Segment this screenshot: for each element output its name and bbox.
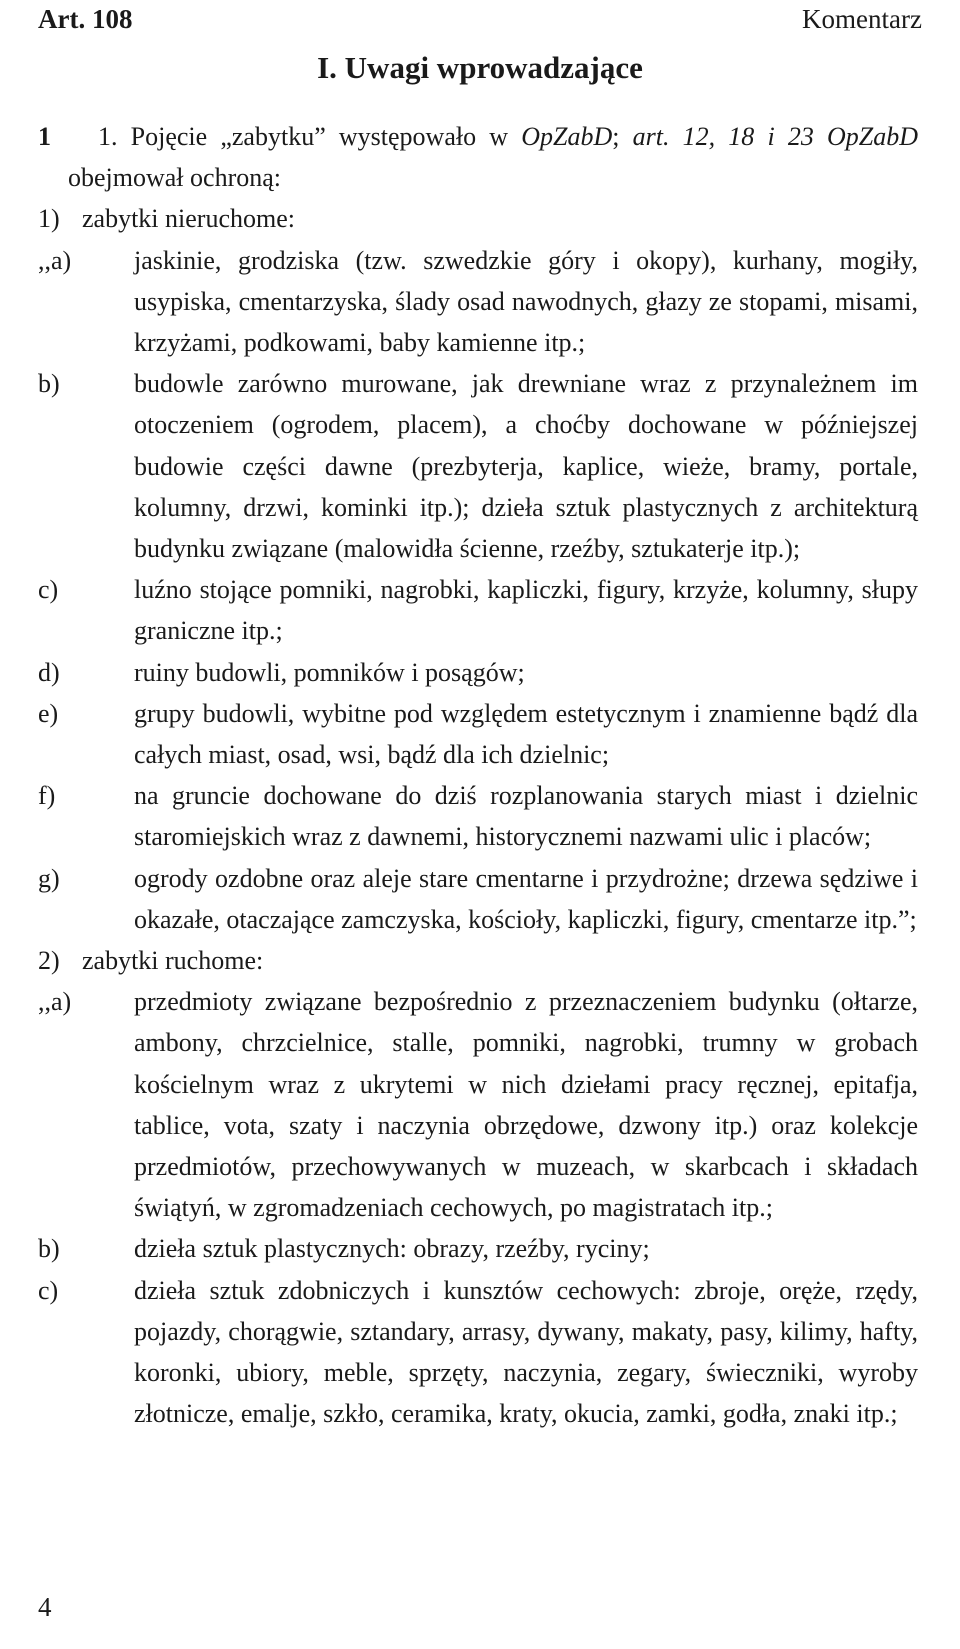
commentary-body: [38, 116, 918, 1435]
item-marker: b): [38, 1234, 60, 1264]
act-reference: OpZabD: [521, 122, 613, 151]
item-text: jaskinie, grodziska (tzw. szwedzkie góry i okopy), kurhany, mogiły, usypiska, cmentarzyska, ślady osad nawodnych, głazy ze stopami, misami, krzyżami, podkowami, baby kamienne itp.;: [134, 245, 918, 358]
section-title: I. Uwagi wprowadzające: [317, 50, 643, 85]
item-text: dzieła sztuk plastycznych: obrazy, rzeźby, ryciny;: [134, 1234, 650, 1264]
item-text: na gruncie dochowane do dziś rozplanowania starych miast i dzielnic staromiejskich wraz z dawnemi, historycznemi nazwami ulic i placów;: [134, 781, 918, 852]
item-marker: ,,a): [38, 245, 72, 275]
intro-paragraph: [68, 116, 918, 198]
item-marker: b): [38, 369, 60, 399]
item-marker: g): [38, 863, 60, 893]
list-item: [38, 858, 918, 940]
item-text: luźno stojące pomniki, nagrobki, kapliczki, figury, krzyże, kolumny, słupy graniczne itp.;: [134, 575, 918, 646]
list-item: [38, 1270, 918, 1435]
list-item: [38, 981, 918, 1228]
list-item: [38, 693, 918, 775]
item-text: grupy budowli, wybitne pod względem estetycznym i znamienne bądź dla całych miast, osad, wsi, bądź dla ich dzielnic;: [134, 698, 918, 770]
intro-suffix: obejmował ochroną:: [68, 163, 281, 193]
list-group-1: [38, 198, 918, 239]
list-item: [38, 363, 918, 569]
margin-number: 1: [38, 122, 51, 151]
intro-separator: ;: [612, 122, 633, 151]
item-marker: f): [38, 781, 56, 811]
item-text: dzieła sztuk zdobniczych i kunsztów cechowych: zbroje, oręże, rzędy, pojazdy, chorągwie, sztandary, arrasy, dywany, makaty, pasy, kilimy, hafty, koronki, ubiory, meble, sprzęty, naczynia, zegary, świeczniki, wyroby złotnicze, emalje, szkło, ceramika, kraty, okucia, zamki, godła, znaki itp.;: [134, 1275, 918, 1429]
list-item: [38, 1228, 918, 1269]
article-header: Art. 108: [38, 4, 133, 34]
item-text: budowle zarówno murowane, jak drewniane wraz z przynależnem im otoczeniem (ogrodem, placem), a choćby dochowane w późniejszej budowie części dawne (prezbyterja, kaplice, wieże, bramy, portale, kolumny, drzwi, kominki itp.); dzieła sztuk plastycznych z architekturą budynku związane (malowidła ścienne, rzeźby, sztukaterje itp.);: [134, 369, 918, 564]
intro-prefix: 1. Pojęcie „zabytku” występowało w: [98, 122, 509, 151]
article-reference: art. 12, 18 i 23 OpZabD: [632, 122, 919, 151]
section-header: Komentarz: [802, 4, 922, 34]
item-marker: c): [38, 575, 59, 605]
group-label: zabytki ruchome:: [82, 946, 264, 976]
group-label: zabytki nieruchome:: [82, 204, 295, 234]
group-marker: 2): [38, 946, 60, 976]
list-group-2: [38, 940, 918, 981]
item-text: ogrody ozdobne oraz aleje stare cmentarne i przydrożne; drzewa sędziwe i okazałe, otaczające zamczyska, kościoły, kapliczki, figury, cmentarze itp.”;: [134, 863, 918, 934]
list-item: [38, 569, 918, 651]
item-marker: e): [38, 698, 59, 728]
item-text: przedmioty związane bezpośrednio z przeznaczeniem budynku (ołtarze, ambony, chrzcielnice, stalle, pomniki, nagrobki, trumny w grobach kościelnym wraz z ukrytemi w nich dziełami pracy ręcznej, epitafja, tablice, vota, szaty i naczynia obrzędowe, dzwony itp.) oraz kolekcje przedmiotów, przechowywanych w muzeach, w skarbcach i składach świątyń, w zgromadzeniach cechowych, po magistratach itp.;: [134, 987, 918, 1223]
list-item: [38, 652, 918, 693]
item-marker: d): [38, 657, 60, 687]
page-number: 4: [38, 1592, 52, 1622]
list-item: [38, 775, 918, 857]
item-marker: c): [38, 1275, 59, 1305]
group-marker: 1): [38, 204, 60, 234]
item-marker: ,,a): [38, 987, 72, 1017]
item-text: ruiny budowli, pomników i posągów;: [134, 657, 525, 687]
list-item: [38, 240, 918, 364]
